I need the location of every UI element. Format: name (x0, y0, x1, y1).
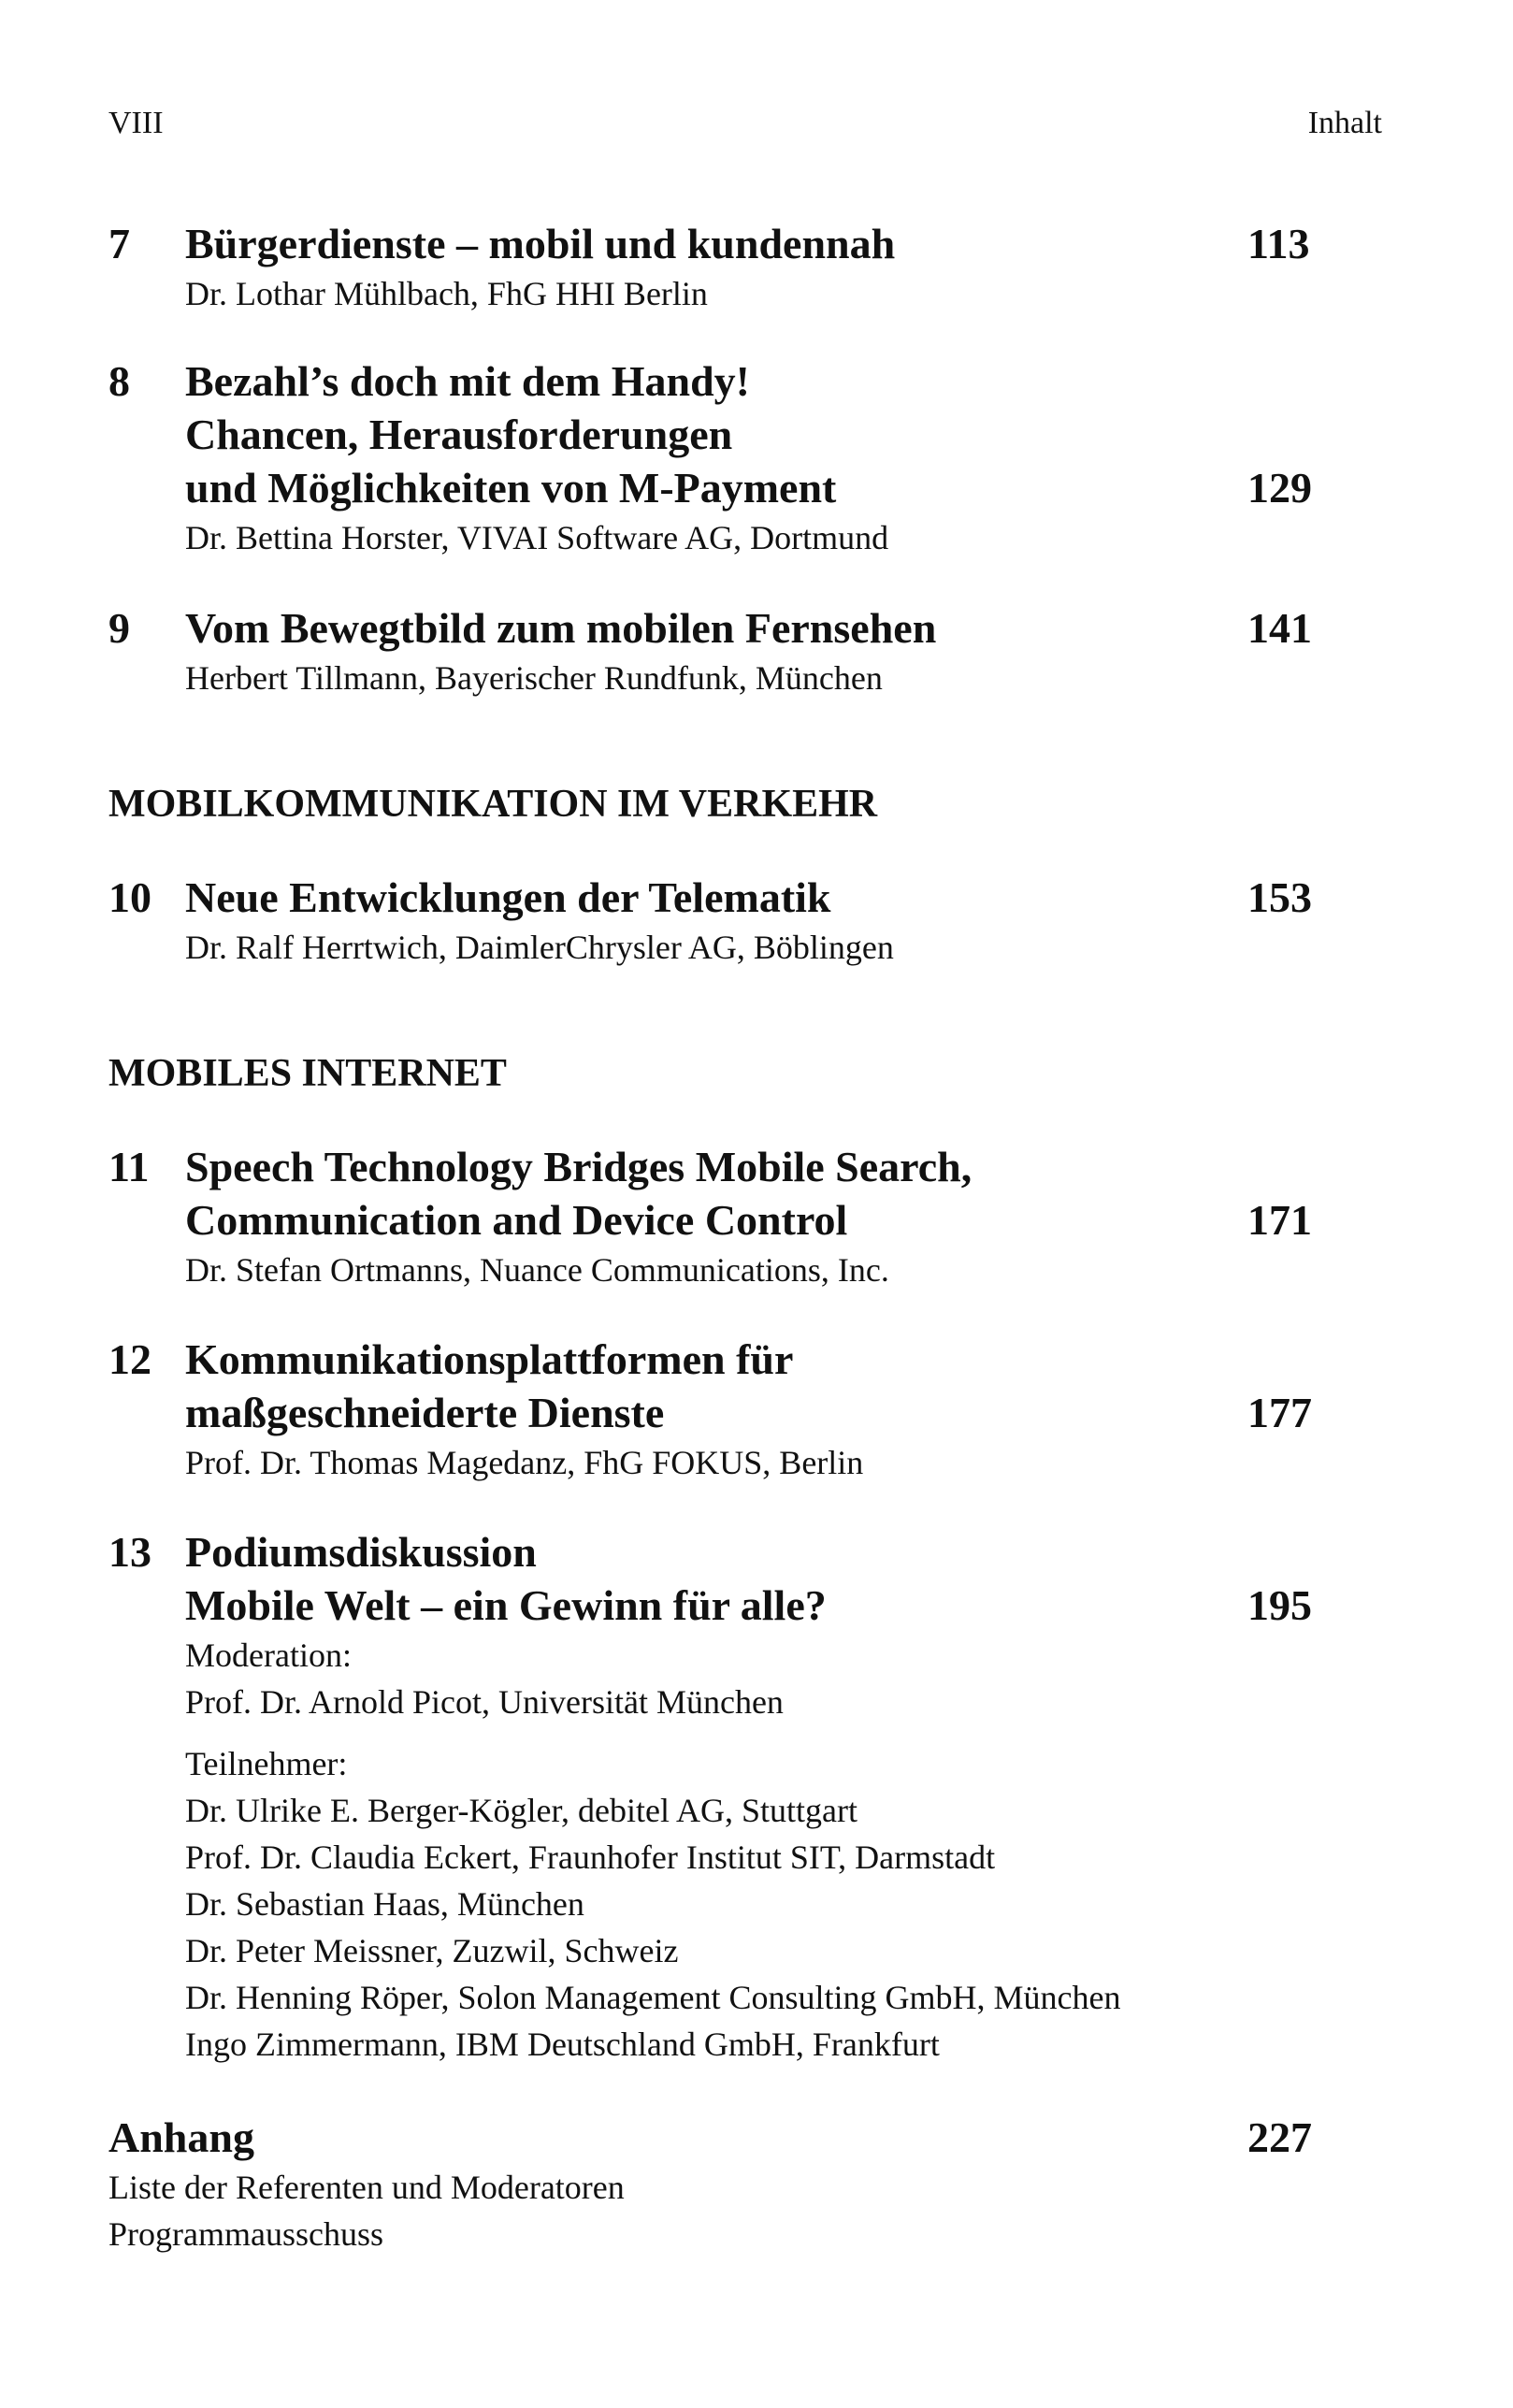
chapter-title: Vom Bewegtbild zum mobilen Fernsehen (185, 604, 937, 652)
chapter-page: 177 (1247, 1389, 1312, 1436)
toc-entry-9[interactable] (108, 601, 1320, 701)
chapter-number: 10 (108, 873, 151, 921)
section-heading-internet: MOBILES INTERNET (108, 1052, 507, 1095)
chapter-page: 195 (1247, 1581, 1312, 1629)
participant: Ingo Zimmermann, IBM Deutschland GmbH, Frankfurt (185, 2026, 940, 2063)
participants-label: Teilnehmer: (185, 1745, 348, 1782)
chapter-page: 141 (1247, 604, 1312, 652)
chapter-page: 129 (1247, 464, 1312, 512)
chapter-author: Dr. Bettina Horster, VIVAI Software AG, Dortmund (185, 519, 889, 556)
chapter-author: Dr. Stefan Ortmanns, Nuance Communications, Inc. (185, 1251, 889, 1289)
chapter-title: Bürgerdienste – mobil und kundennah (185, 220, 896, 267)
toc-entry-13[interactable] (108, 1525, 1320, 2068)
page-number: VIII (108, 106, 164, 140)
toc-entry-11[interactable] (108, 1140, 1320, 1293)
appendix-item: Programmausschuss (108, 2215, 383, 2253)
chapter-author: Prof. Dr. Thomas Magedanz, FhG FOKUS, Berlin (185, 1444, 864, 1481)
participant: Dr. Sebastian Haas, München (185, 1885, 584, 1923)
chapter-author: Dr. Lothar Mühlbach, FhG HHI Berlin (185, 275, 708, 312)
chapter-number: 12 (108, 1335, 151, 1383)
moderation-label: Moderation: (185, 1637, 352, 1674)
chapter-page: 113 (1247, 220, 1310, 267)
toc-entry-8[interactable] (108, 354, 1320, 561)
appendix-page: 227 (1247, 2113, 1312, 2161)
toc-entry-7[interactable] (108, 217, 1320, 317)
chapter-title-continued: maßgeschneiderte Dienste (185, 1389, 665, 1436)
chapter-title: Speech Technology Bridges Mobile Search, (185, 1143, 973, 1190)
chapter-title: Podiumsdiskussion (185, 1528, 537, 1576)
chapter-title-continued: Mobile Welt – ein Gewinn für alle? (185, 1581, 827, 1629)
participant: Dr. Peter Meissner, Zuzwil, Schweiz (185, 1932, 679, 1969)
section-heading-verkehr: MOBILKOMMUNIKATION IM VERKEHR (108, 783, 878, 826)
chapter-number: 7 (108, 220, 130, 267)
appendix-title: Anhang (108, 2113, 254, 2161)
chapter-page: 171 (1247, 1196, 1312, 1244)
chapter-number: 13 (108, 1528, 151, 1576)
appendix-item: Liste der Referenten und Moderatoren (108, 2169, 625, 2206)
chapter-title-continued: und Möglichkeiten von M-Payment (185, 464, 837, 512)
chapter-number: 9 (108, 604, 130, 652)
toc-entry-12[interactable] (108, 1333, 1320, 1486)
running-title: Inhalt (1307, 106, 1382, 140)
chapter-page: 153 (1247, 873, 1312, 921)
chapter-title-continued: Chancen, Herausforderungen (185, 411, 733, 458)
chapter-author: Dr. Ralf Herrtwich, DaimlerChrysler AG, Böblingen (185, 929, 894, 966)
chapter-title: Neue Entwicklungen der Telematik (185, 873, 831, 921)
participant: Dr. Ulrike E. Berger-Kögler, debitel AG, Stuttgart (185, 1792, 858, 1829)
chapter-number: 11 (108, 1143, 150, 1190)
chapter-author: Herbert Tillmann, Bayerischer Rundfunk, München (185, 659, 883, 697)
chapter-title: Bezahl’s doch mit dem Handy! (185, 357, 750, 405)
participant: Dr. Henning Röper, Solon Management Consulting GmbH, München (185, 1979, 1121, 2016)
chapter-number: 8 (108, 357, 130, 405)
moderator: Prof. Dr. Arnold Picot, Universität München (185, 1683, 784, 1721)
toc-entry-10[interactable] (108, 871, 1320, 971)
chapter-title: Kommunikationsplattformen für (185, 1335, 794, 1383)
toc-entry-appendix[interactable] (108, 2111, 1320, 2257)
chapter-title-continued: Communication and Device Control (185, 1196, 848, 1244)
participant: Prof. Dr. Claudia Eckert, Fraunhofer Institut SIT, Darmstadt (185, 1838, 996, 1876)
